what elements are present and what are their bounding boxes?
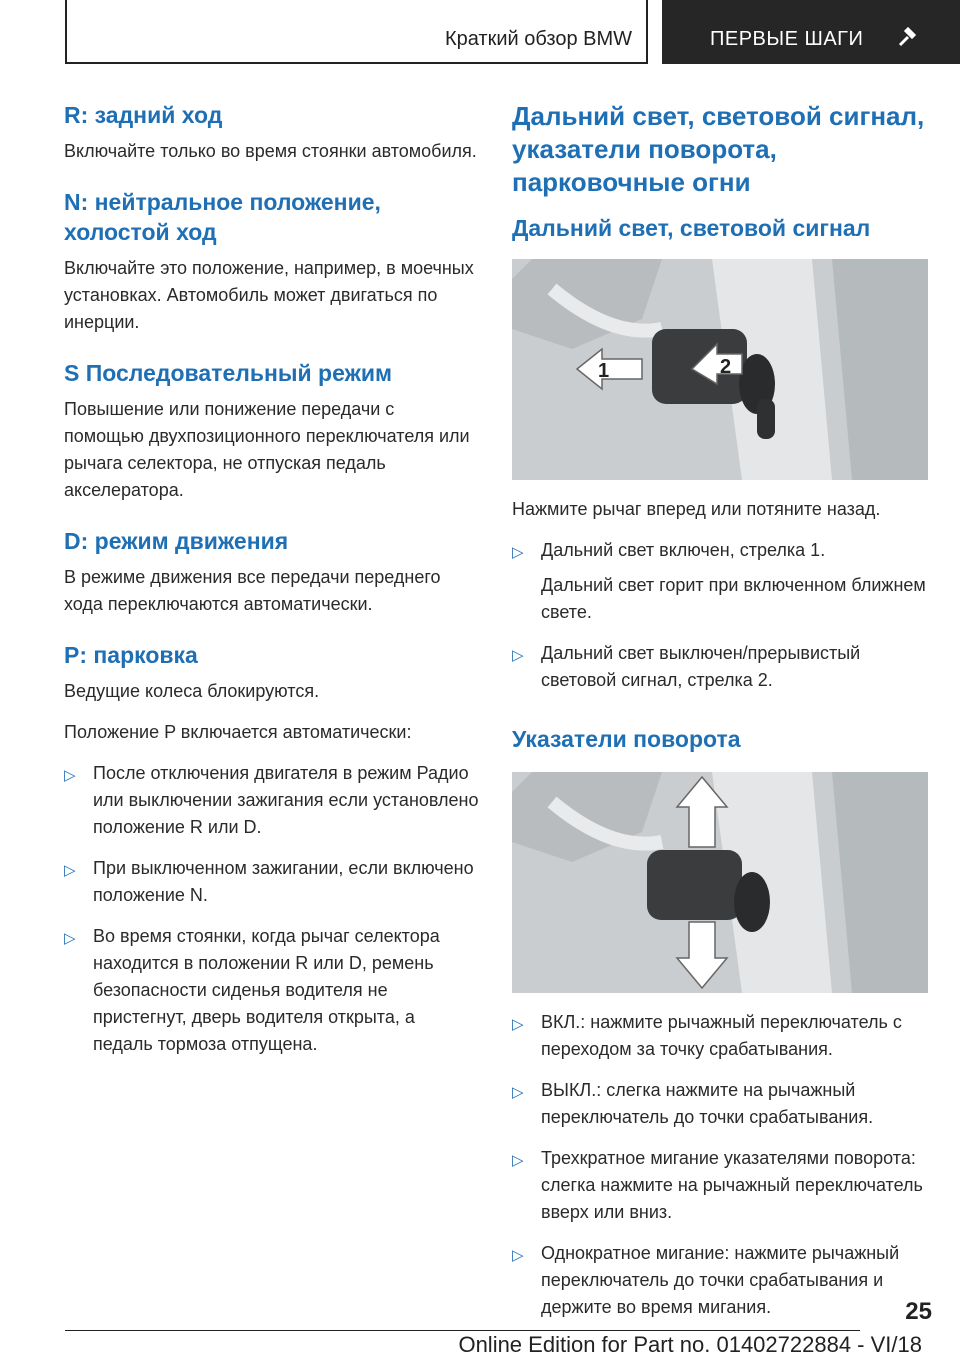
text-drive: В режиме движения все передачи переднего хода переключаются автоматически. bbox=[64, 567, 441, 614]
list-item: ▷ Во время стоянки, когда рычаг селектора находится в положении R или D, ремень безопасности сиденья водителя не пристегнут, дверь водителя открыта, а педаль тормоза отпущена. bbox=[64, 926, 440, 1054]
list-item: ▷ После отключения двигателя в режим Радио или выключении зажигания если установлено положение R или D. bbox=[64, 763, 479, 837]
triangle-bullet-icon: ▷ bbox=[512, 1016, 524, 1033]
list-item-sub: Дальний свет горит при включенном ближнем свете. bbox=[541, 575, 926, 622]
triangle-bullet-icon: ▷ bbox=[512, 647, 524, 664]
section-sequential bbox=[64, 358, 479, 504]
heading-park: P: парковка bbox=[64, 642, 198, 668]
section-park bbox=[64, 640, 479, 1058]
high-beam-list bbox=[512, 537, 932, 694]
heading-sequential: S Последовательный режим bbox=[64, 360, 393, 386]
triangle-bullet-icon: ▷ bbox=[64, 767, 76, 784]
right-column bbox=[512, 100, 932, 1335]
header-chapter-title: ПЕРВЫЕ ШАГИ bbox=[710, 28, 864, 50]
text-sequential: Повышение или понижение передачи с помощью двухпозиционного переключателя или рычага селектора, не отпуская педаль акселератора. bbox=[64, 399, 470, 500]
page-number: 25 bbox=[905, 1298, 932, 1325]
triangle-bullet-icon: ▷ bbox=[64, 930, 76, 947]
header-section-title: Краткий обзор BMW bbox=[444, 28, 632, 50]
footer-edition: Online Edition for Part no. 01402722884 - VI/18 bbox=[458, 1332, 922, 1357]
turn-signal-figure bbox=[512, 772, 928, 993]
arrow-label-1: 1 bbox=[598, 360, 610, 382]
heading-drive: D: режим движения bbox=[64, 528, 289, 554]
triangle-bullet-icon: ▷ bbox=[512, 1247, 524, 1264]
triangle-bullet-icon: ▷ bbox=[64, 862, 76, 879]
left-column bbox=[64, 100, 479, 1080]
text-reverse: Включайте только во время стоянки автомобиля. bbox=[64, 141, 477, 161]
list-item: ▷ Однократное мигание: нажмите рычажный переключатель до точки срабатывания и держите во время мигания. bbox=[512, 1243, 900, 1317]
list-item: ▷ Дальний свет включен, стрелка 1. Дальний свет горит при включенном ближнем свете. bbox=[512, 537, 932, 626]
section-drive bbox=[64, 526, 479, 618]
list-item: ▷ ВЫКЛ.: слегка нажмите на рычажный переключатель до точки срабатывания. bbox=[512, 1080, 874, 1127]
text-high-beam: Нажмите рычаг вперед или потяните назад. bbox=[512, 499, 881, 519]
heading-high-beam: Дальний свет, световой сигнал bbox=[512, 215, 871, 241]
section-neutral bbox=[64, 187, 479, 336]
list-item: ▷ Трехкратное мигание указателями поворота: слегка нажмите на рычажный переключатель вверх или вниз. bbox=[512, 1148, 923, 1222]
turn-signal-list bbox=[512, 1009, 932, 1321]
park-list bbox=[64, 760, 479, 1058]
arrow-label-2: 2 bbox=[720, 356, 732, 378]
triangle-bullet-icon: ▷ bbox=[512, 1152, 524, 1169]
triangle-bullet-icon: ▷ bbox=[512, 1084, 524, 1101]
header-chapter-tab bbox=[662, 0, 960, 64]
list-item: ▷ ВКЛ.: нажмите рычажный переключатель с переходом за точку срабатывания. bbox=[512, 1012, 902, 1059]
list-item: ▷ Дальний свет выключен/прерывистый световой сигнал, стрелка 2. bbox=[512, 643, 861, 690]
heading-turn-signals: Указатели поворота bbox=[512, 726, 741, 752]
text-park-2: Положение P включается автоматически: bbox=[64, 722, 412, 742]
heading-neutral: N: нейтральное положение, холостой ход bbox=[64, 189, 381, 245]
footer-divider bbox=[65, 1330, 860, 1331]
main-heading-lights: Дальний свет, световой сигнал, указатели поворота, парковочные огни bbox=[512, 101, 925, 197]
header-left-box bbox=[65, 0, 648, 64]
section-reverse bbox=[64, 100, 479, 165]
text-neutral: Включайте это положение, например, в моечных установках. Автомобиль может двигаться по инерции. bbox=[64, 258, 474, 332]
list-item: ▷ При выключенном зажигании, если включено положение N. bbox=[64, 858, 474, 905]
text-park-1: Ведущие колеса блокируются. bbox=[64, 681, 320, 701]
triangle-bullet-icon: ▷ bbox=[512, 544, 524, 561]
wrench-icon bbox=[897, 26, 919, 48]
high-beam-figure bbox=[512, 259, 928, 480]
heading-reverse: R: задний ход bbox=[64, 102, 223, 128]
